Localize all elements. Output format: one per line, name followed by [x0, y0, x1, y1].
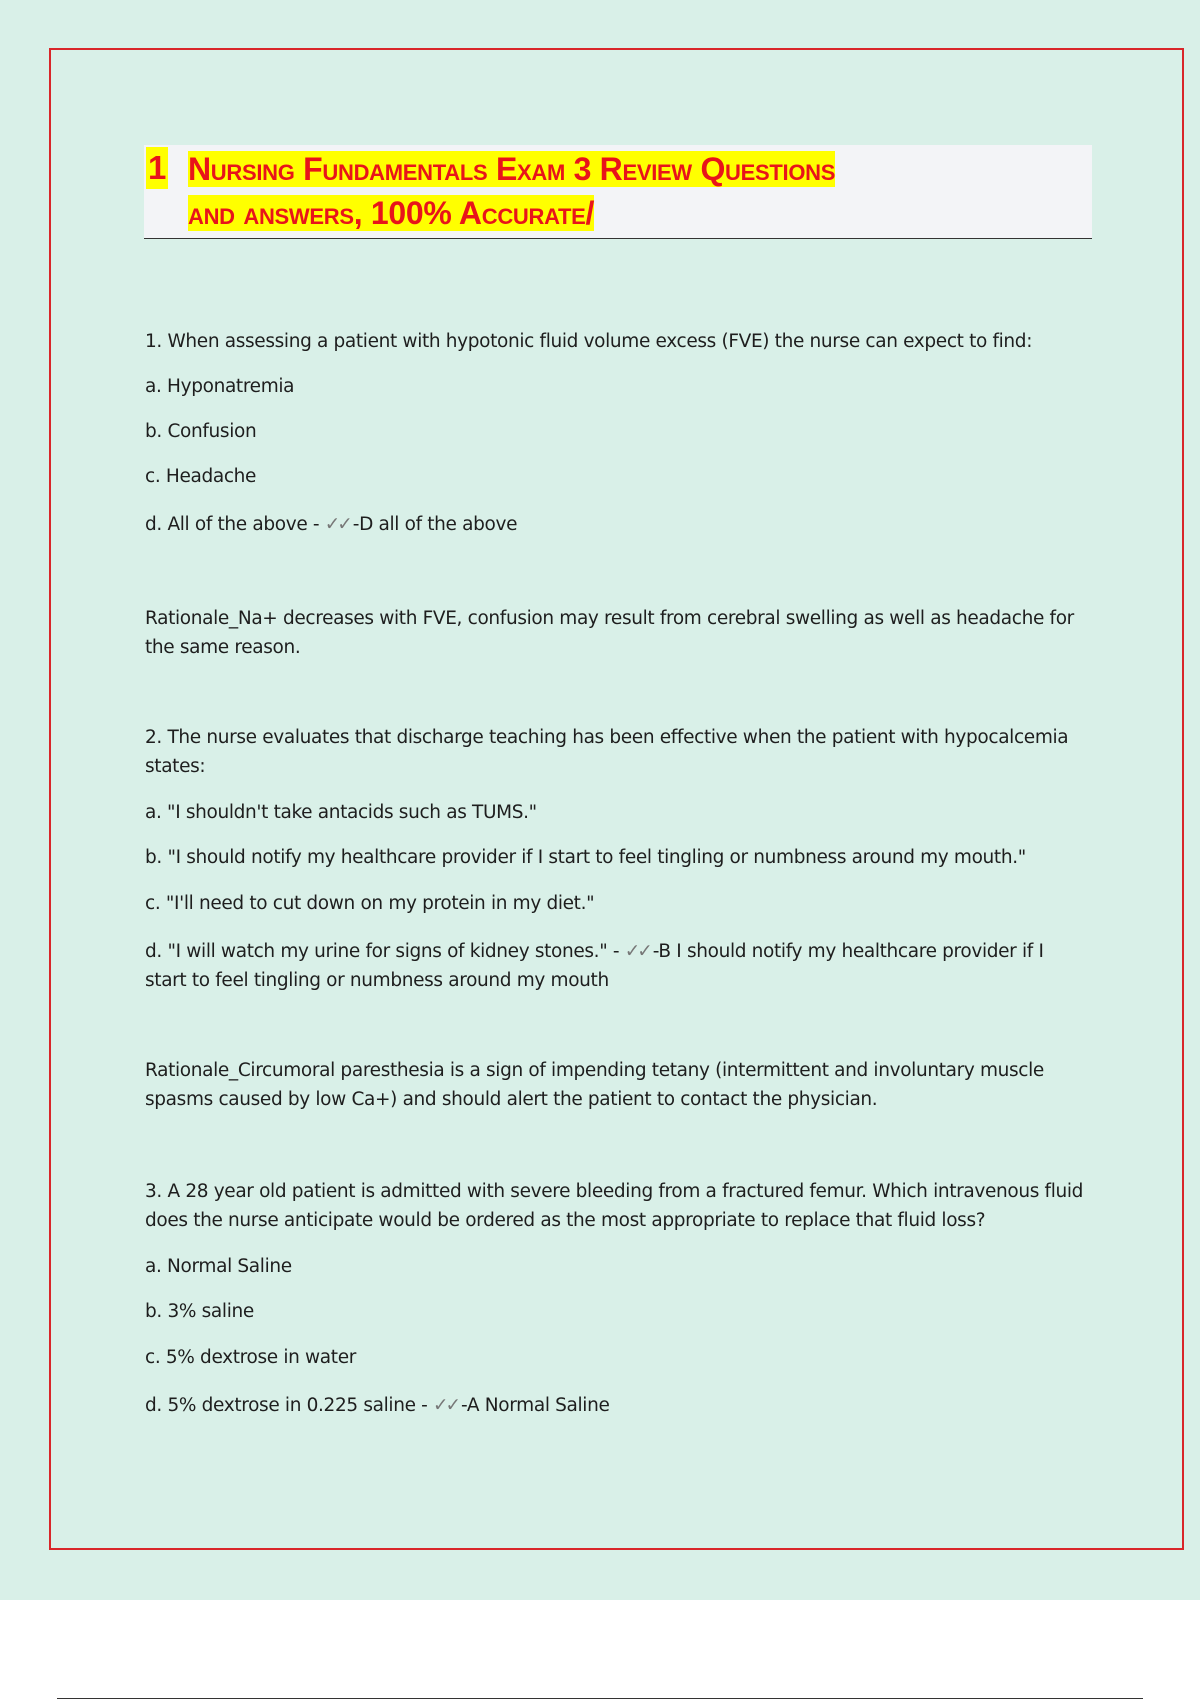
question-1-stem: 1. When assessing a patient with hypotonic fluid volume excess (FVE) the nurse can expect to find: — [145, 331, 1033, 352]
question-2-option-b: b. "I should notify my healthcare provider if I start to feel tingling or numbness around my mouth." — [145, 847, 1026, 868]
footer-rule — [57, 1698, 1143, 1699]
double-check-icon: ✓✓ — [624, 941, 650, 962]
question-1-option-d-text: d. All of the above - — [145, 514, 325, 535]
question-3-option-b: b. 3% saline — [145, 1301, 254, 1322]
question-1-option-c: c. Headache — [145, 466, 257, 487]
question-2-option-c: c. "I'll need to cut down on my protein in my diet." — [145, 893, 595, 914]
question-3-option-a: a. Normal Saline — [145, 1256, 292, 1277]
question-2-rationale: Rationale_Circumoral paresthesia is a sign of impending tetany (intermittent and involuntary muscle spasms caused by low Ca+) and should alert the patient to contact the physician. — [145, 1060, 1044, 1110]
heading-number: 1 — [146, 147, 168, 189]
title-line-1: Nursing Fundamentals Exam 3 Review Questions — [188, 151, 836, 187]
question-3-option-d — [145, 1392, 1085, 1420]
document-title — [188, 147, 1068, 235]
question-1-option-b: b. Confusion — [145, 421, 257, 442]
question-2-option-d — [145, 938, 1085, 995]
question-2-stem: 2. The nurse evaluates that discharge teaching has been effective when the patient with hypocalcemia states: — [145, 727, 1069, 777]
question-2-option-a: a. "I shouldn't take antacids such as TUMS." — [145, 802, 537, 823]
question-3-option-d-text: d. 5% dextrose in 0.225 saline - — [145, 1395, 433, 1416]
question-3-stem: 3. A 28 year old patient is admitted with severe bleeding from a fractured femur. Which intravenous fluid does the nurse anticipate would be ordered as the most appropriate to replace that fluid loss? — [145, 1181, 1084, 1231]
question-1-option-a: a. Hyponatremia — [145, 376, 295, 397]
question-3-option-c: c. 5% dextrose in water — [145, 1347, 356, 1368]
title-line-2: and answers, 100% Accurate/ — [188, 195, 595, 231]
question-2-answer: -B I should notify my healthcare provider if I start to feel tingling or numbness around my mouth — [145, 941, 1044, 991]
question-1-answer: -D all of the above — [352, 514, 518, 535]
question-3-answer: -A Normal Saline — [461, 1395, 610, 1416]
question-2-option-d-text: d. "I will watch my urine for signs of kidney stones." - — [145, 941, 625, 962]
double-check-icon: ✓✓ — [433, 1395, 459, 1416]
question-1-rationale: Rationale_Na+ decreases with FVE, confusion may result from cerebral swelling as well as headache for the same reason. — [145, 608, 1074, 658]
question-1-option-d — [145, 511, 1085, 539]
double-check-icon: ✓✓ — [324, 514, 350, 535]
